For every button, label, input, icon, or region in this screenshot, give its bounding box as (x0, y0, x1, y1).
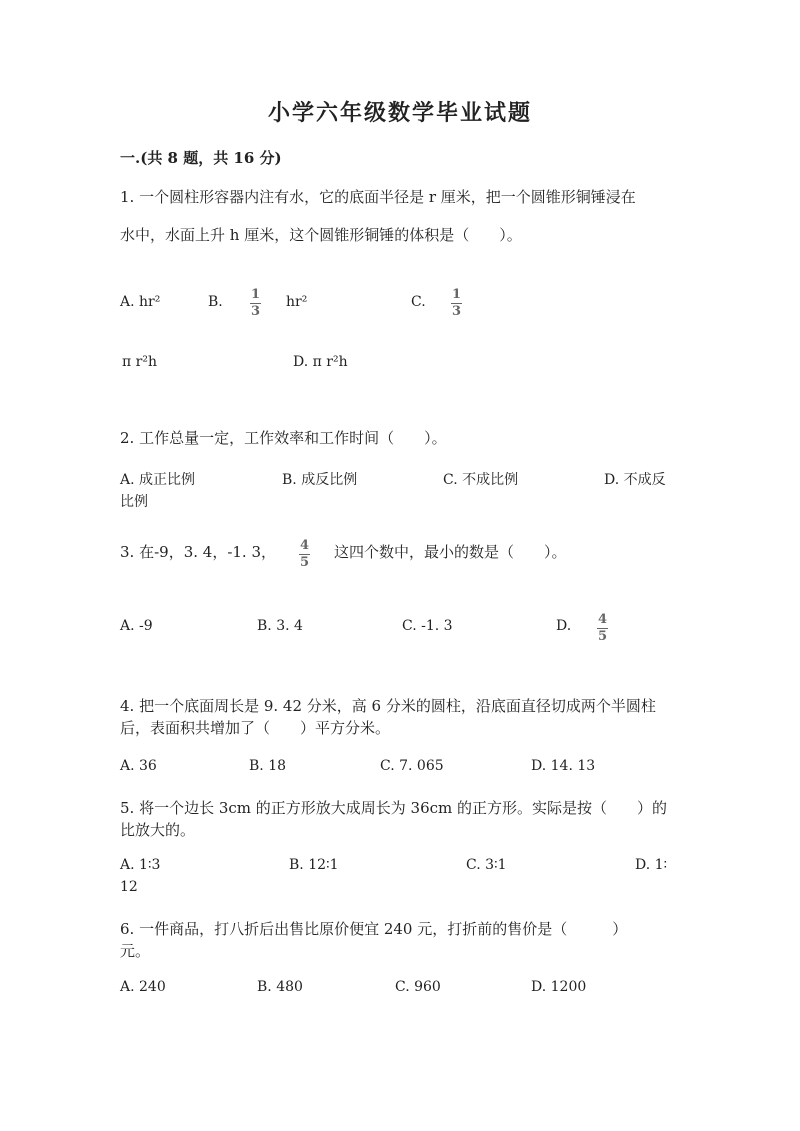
question-1-option-c-text: π r²h (122, 354, 157, 370)
question-2-option-d: D. 不成反 (604, 472, 666, 488)
question-2-text: 2. 工作总量一定，工作效率和工作时间（ ）。 (120, 429, 447, 447)
question-2-option-c: C. 不成比例 (443, 472, 519, 488)
fraction-denominator: 5 (299, 555, 310, 570)
fraction-denominator: 3 (250, 304, 261, 319)
question-6-line-2: 元。 (120, 942, 151, 960)
question-6-option-c: C. 960 (395, 979, 441, 995)
question-1-line-2: 水中，水面上升 h 厘米，这个圆锥形铜锤的体积是（ ）。 (120, 226, 522, 244)
question-1-option-b-label: B. (208, 294, 223, 310)
question-3-option-d-fraction (597, 613, 608, 644)
fraction-numerator: 4 (299, 538, 310, 553)
question-1-option-b-text: hr² (286, 294, 308, 310)
fraction-denominator: 5 (597, 629, 608, 644)
question-5-option-d-wrap: 12 (120, 879, 138, 895)
question-3-text-before: 3. 在-9，3. 4，-1. 3， (120, 543, 277, 561)
question-6-line-1: 6. 一件商品，打八折后出售比原价便宜 240 元，打折前的售价是（ ） (120, 920, 628, 938)
question-3-fraction (299, 539, 310, 570)
question-2-option-b: B. 成反比例 (282, 472, 358, 488)
fraction-numerator: 1 (250, 287, 261, 302)
question-5-option-b: B. 12∶1 (289, 857, 339, 873)
question-4-option-c: C. 7. 065 (380, 758, 444, 774)
question-3-option-b: B. 3. 4 (257, 618, 303, 634)
question-4-option-a: A. 36 (120, 758, 157, 774)
question-4-line-2: 后，表面积共增加了（ ）平方分米。 (120, 719, 391, 737)
question-5-line-2: 比放大的。 (120, 821, 196, 839)
question-2-option-a: A. 成正比例 (120, 472, 196, 488)
question-3-option-a: A. -9 (120, 618, 153, 634)
question-3-text-after: 这四个数中，最小的数是（ ）。 (334, 543, 567, 561)
question-4-line-1: 4. 把一个底面周长是 9. 42 分米，高 6 分米的圆柱，沿底面直径切成两个半圆柱 (120, 697, 656, 715)
question-3-option-d-label: D. (556, 618, 572, 634)
question-1-option-c-label: C. (411, 294, 426, 310)
question-1-option-d: D. π r²h (293, 354, 348, 370)
section-heading: 一.(共 8 题，共 16 分) (120, 149, 282, 167)
question-3-option-c: C. -1. 3 (402, 618, 453, 634)
question-2-option-d-wrap: 比例 (120, 494, 148, 510)
question-5-line-1: 5. 将一个边长 3cm 的正方形放大成周长为 36cm 的正方形。实际是按（ ）的 (120, 799, 668, 817)
question-1-option-b-fraction (250, 288, 261, 319)
question-1-option-c-fraction (451, 288, 462, 319)
question-4-option-b: B. 18 (249, 758, 287, 774)
question-5-option-c: C. 3∶1 (466, 857, 507, 873)
question-1-option-a: A. hr² (120, 294, 161, 310)
question-5-option-d: D. 1∶ (635, 857, 668, 873)
question-1-line-1: 1. 一个圆柱形容器内注有水，它的底面半径是 r 厘米，把一个圆锥形铜锤浸在 (120, 188, 636, 206)
fraction-numerator: 4 (597, 612, 608, 627)
question-5-option-a: A. 1∶3 (120, 857, 161, 873)
question-4-option-d: D. 14. 13 (531, 758, 596, 774)
question-6-option-b: B. 480 (257, 979, 303, 995)
fraction-numerator: 1 (451, 287, 462, 302)
question-6-option-d: D. 1200 (531, 979, 587, 995)
fraction-denominator: 3 (451, 304, 462, 319)
question-6-option-a: A. 240 (120, 979, 166, 995)
page-title: 小学六年级数学毕业试题 (267, 100, 532, 126)
